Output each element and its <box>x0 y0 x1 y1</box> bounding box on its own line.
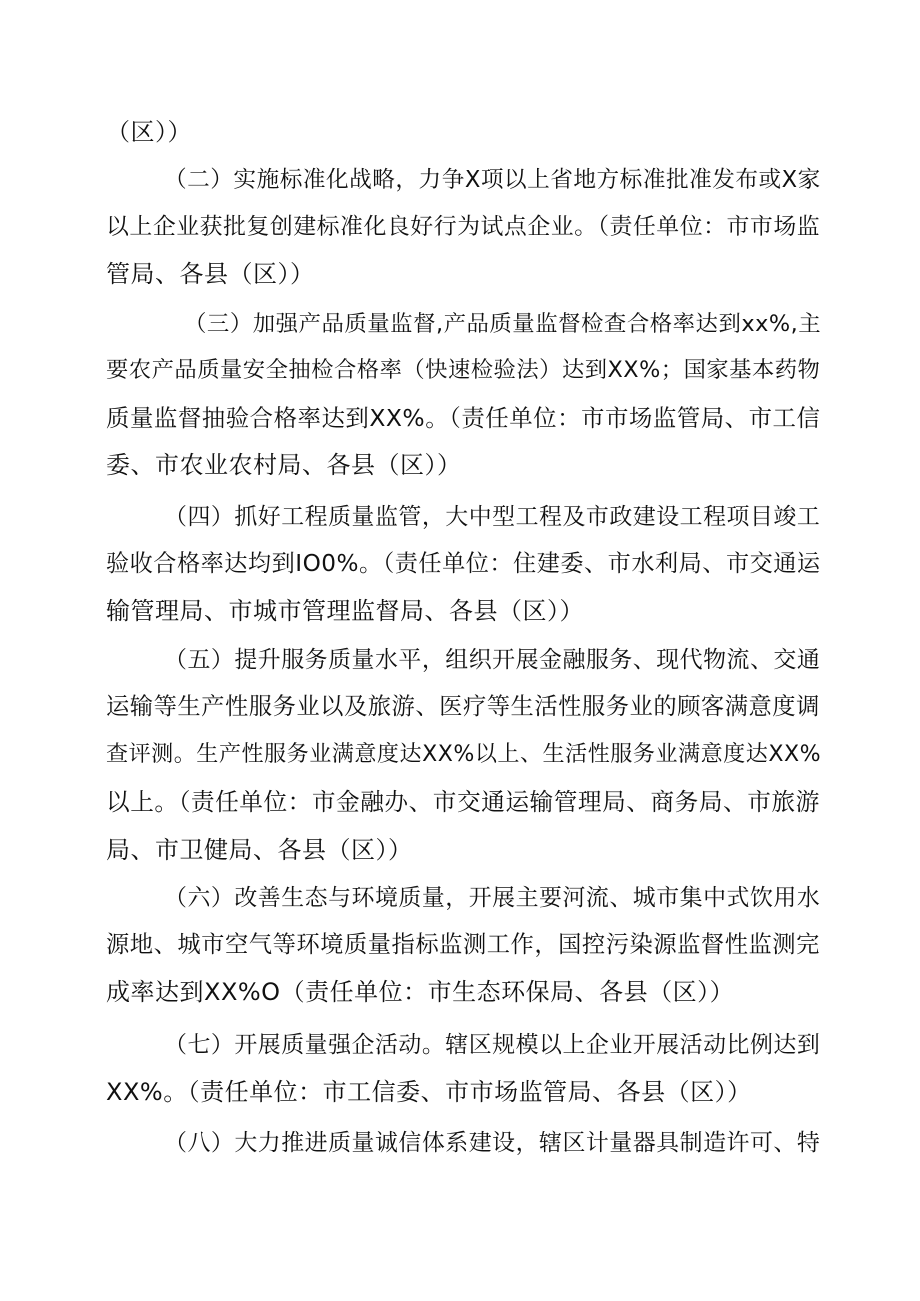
paragraph-first-line: （五）提升服务质量水平，组织开展金融服务、现代物流、交通 <box>164 647 821 673</box>
paragraph-first-line: （四）抓好工程质量监管，大中型工程及市政建设工程项目竣工 <box>164 504 821 530</box>
text-line: 查评测。生产性服务业满意度达XX%以上、生活性服务业满意度达XX% <box>106 742 822 767</box>
text-line: 成率达到XX%O（责任单位：市生态环保局、各县（区）） <box>106 978 735 1006</box>
paragraph-first-line: （七）开展质量强企活动。辖区规模以上企业开展活动比例达到 <box>164 1032 821 1058</box>
text-line: 局、市卫健局、各县（区）） <box>106 836 413 864</box>
text-line: 以上。（责任单位：市金融办、市交通运输管理局、商务局、市旅游 <box>106 788 820 816</box>
text-line: 管局、各县（区）） <box>106 260 315 288</box>
paragraph-first-line: （八）大力推进质量诚信体系建设，辖区计量器具制造许可、特 <box>164 1130 821 1156</box>
paragraph-first-line: （六）改善生态与环境质量，开展主要河流、城市集中式饮用水 <box>164 885 821 911</box>
text-line: 验收合格率达均到IO0%。（责任单位：住建委、市水利局、市交通运 <box>106 551 821 577</box>
text-line: 源地、城市空气等环境质量指标监测工作，国控污染源监督性监测完 <box>106 931 820 958</box>
text-line: 运输等生产性服务业以及旅游、医疗等生活性服务业的顾客满意度调 <box>106 693 820 720</box>
text-line: XX%。（责任单位：市工信委、市市场监管局、各县（区）） <box>106 1078 752 1106</box>
paragraph-first-line: （二）实施标准化战略，力争X项以上省地方标准批准发布或X家 <box>164 167 821 193</box>
text-line: 输管理局、市城市管理监督局、各县（区）） <box>106 597 584 625</box>
text-line: 要农产品质量安全抽检合格率（快速检验法）达到XX%；国家基本药物 <box>106 357 821 383</box>
text-line: 质量监督抽验合格率达到XX%。（责任单位：市市场监管局、市工信 <box>106 404 821 432</box>
text-line: 委、市农业农村局、各县（区）） <box>106 451 462 479</box>
text-line: 以上企业获批复创建标准化良好行为试点企业。（责任单位：市市场监 <box>106 214 821 240</box>
paragraph-first-line: （三）加强产品质量监督,产品质量监督检查合格率达到xx%,主 <box>184 311 822 337</box>
text-line: （区）） <box>106 118 192 146</box>
